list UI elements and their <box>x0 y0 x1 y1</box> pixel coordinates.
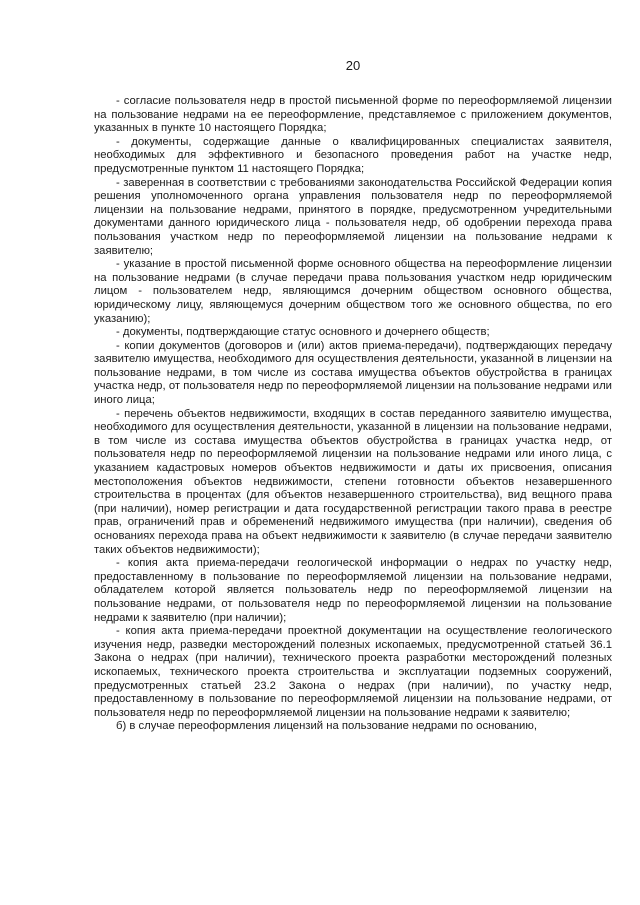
paragraph: - копии документов (договоров и (или) актов приема-передачи), подтверждающих передачу заявителю имущества, необходимого для осуществления деятельности, указанной в лицензии на пользование недрами, в том числе из состава имущества объектов обустройства в границах участка недр, от пользователя недр по переоформляемой лицензии на пользование недрами или иного лица; <box>94 339 612 407</box>
document-body <box>94 95 612 734</box>
paragraph: - согласие пользователя недр в простой письменной форме по переоформляемой лицензии на пользование недрами на ее переоформление, представляемое с приложением документов, указанных в пункте 10 настоящего Порядка; <box>94 95 612 135</box>
paragraph: - указание в простой письменной форме основного общества на переоформление лицензии на пользование недрами (в случае передачи права пользования участком недр юридическим лицом - пользователем недр, являющимся дочерним обществом основного общества, юридическому лицу, являющемуся дочерним обществом того же основного общества, по его указанию); <box>94 258 612 325</box>
paragraph: б) в случае переоформления лицензий на пользование недрами по основанию, <box>116 720 537 733</box>
paragraph: - копия акта приема-передачи проектной документации на осуществление геологического изучения недр, разведки месторождений полезных ископаемых, предусмотренной статьей 36.1 Закона о недрах (при наличии), технического проекта разработки месторождений полезных ископаемых, технического проекта строительства и эксплуатации подземных сооружений, предусмотренных статьей 23.2 Закона о недрах (при наличии), по участку недр, предоставленному в пользование по переоформляемой лицензии на пользование недрами, от пользователя недр по переоформляемой лицензии на пользование недрами к заявителю; <box>94 625 612 719</box>
paragraph: - документы, содержащие данные о квалифицированных специалистах заявителя, необходимых для эффективного и безопасного проведения работ на участке недр, предусмотренные пунктом 11 настоящего Порядка; <box>94 135 612 175</box>
page-number: 20 <box>345 58 361 73</box>
paragraph: - документы, подтверждающие статус основного и дочернего обществ; <box>116 326 490 339</box>
paragraph: - заверенная в соответствии с требованиями законодательства Российской Федерации копия решения уполномоченного органа управления пользователя недр по переоформляемой лицензии на пользование недрами, принятого в порядке, предусмотренном учредительными документами данного юридического лица - пользователя недр, об одобрении перехода права пользования участком недр по переоформляемой лицензии на пользование недрами к заявителю; <box>94 176 612 257</box>
paragraph: - копия акта приема-передачи геологической информации о недрах по участку недр, предоставленному в пользование по переоформляемой лицензии на пользование недрами, обладателем которой является пользователь недр по переоформляемой лицензии на пользование недрами, от пользователя недр по переоформляемой лицензии на пользование недрами к заявителю (при наличии); <box>94 557 612 624</box>
paragraph: - перечень объектов недвижимости, входящих в состав переданного заявителю имущества, необходимого для осуществления деятельности, указанной в лицензии на пользование недрами, в том числе из состава имущества объектов обустройства в границах участка недр, от пользователя недр по переоформляемой лицензии на пользование недрами или иного лица, с указанием кадастровых номеров объектов недвижимости и даты их присвоения, описания местоположения объектов недвижимости, степени готовности объектов незавершенного строительства в процентах (для объектов незавершенного строительства), вид вещного права (при наличии), номер регистрации и дата государственной регистрации такого права в реестре прав, ограничений прав и обременений недвижимого имущества (при наличии), сведения об основаниях перехода права на объект недвижимости к заявителю (в случае передачи заявителю таких объектов недвижимости); <box>94 407 612 556</box>
